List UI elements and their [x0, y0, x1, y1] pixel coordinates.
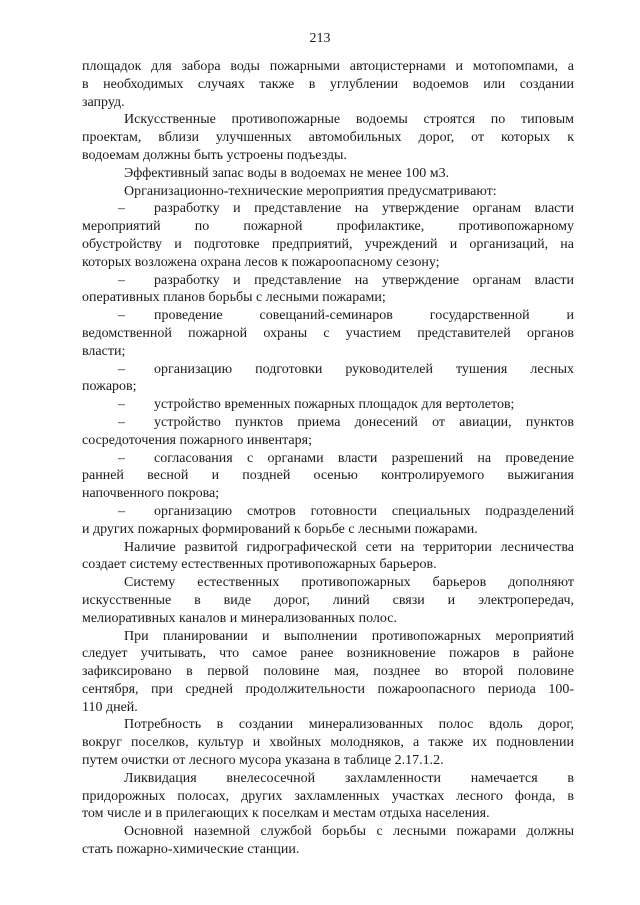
line-text: Организационно-технические мероприятия предусматривают:	[124, 183, 497, 199]
list-dash: –	[118, 272, 125, 288]
line-text: Потребность в создании минерализованных полос вдоль дорог,	[124, 717, 574, 733]
line-text: обустройству и подготовке предприятий, учреждений и организаций, на	[82, 236, 574, 252]
text-line	[82, 254, 574, 272]
text-line	[82, 805, 574, 823]
list-dash: –	[118, 361, 125, 377]
text-line	[82, 521, 574, 539]
list-item-line	[82, 272, 574, 290]
text-line	[82, 752, 574, 770]
body-text	[82, 58, 574, 859]
line-text: том числе и в прилегающих к поселкам и местам отдыха населения.	[82, 806, 490, 822]
text-line	[82, 681, 574, 699]
line-text: искусственные в виде дорог, линий связи и электропередач,	[82, 592, 574, 608]
line-text: Искусственные противопожарные водоемы строятся по типовым	[124, 112, 574, 128]
line-text: мелиоративных каналов и минерализованных полос.	[82, 610, 397, 626]
line-text: в необходимых случаях также в углублении водоемов или создании	[82, 76, 574, 92]
list-item-line	[82, 361, 574, 379]
line-text: власти;	[82, 343, 126, 359]
line-text: 110 дней.	[82, 699, 138, 715]
text-line	[82, 770, 574, 788]
list-dash: –	[118, 397, 125, 413]
line-text: Систему естественных противопожарных барьеров дополняют	[124, 575, 574, 591]
text-line	[82, 111, 574, 129]
text-line	[82, 645, 574, 663]
list-dash: –	[118, 450, 125, 466]
text-line	[82, 716, 574, 734]
text-line	[82, 378, 574, 396]
line-text: согласования с органами власти разрешений на проведение	[154, 450, 574, 466]
line-text: водоемам должны быть устроены подъезды.	[82, 147, 347, 163]
text-line	[82, 165, 574, 183]
line-text: организацию подготовки руководителей тушения лесных	[154, 361, 574, 377]
list-dash: –	[118, 201, 125, 217]
line-text: пожаров;	[82, 379, 137, 395]
line-text: сентября, при средней продолжительности пожароопасного периода 100-	[82, 681, 574, 697]
line-text: устройство временных пожарных площадок для вертолетов;	[154, 397, 515, 413]
line-text: зафиксировано в первой половине мая, позднее во второй половине	[82, 664, 574, 680]
text-line	[82, 592, 574, 610]
list-item-line	[82, 200, 574, 218]
text-line	[82, 788, 574, 806]
text-line	[82, 539, 574, 557]
line-text: проектам, вблизи улучшенных автомобильных дорог, от которых к	[82, 130, 574, 146]
text-line	[82, 94, 574, 112]
line-text: Эффективный запас воды в водоемах не менее 100 м3.	[124, 165, 450, 181]
line-text: напочвенного покрова;	[82, 486, 220, 502]
text-line	[82, 556, 574, 574]
line-text: проведение совещаний-семинаров государственной и	[154, 308, 574, 324]
line-text: придорожных полосах, других захламленных участках лесного фонда, в	[82, 788, 574, 804]
text-line	[82, 289, 574, 307]
line-text: стать пожарно-химические станции.	[82, 842, 300, 858]
line-text: мероприятий по пожарной профилактике, противопожарному	[82, 219, 574, 235]
text-line	[82, 699, 574, 717]
line-text: организацию смотров готовности специальных подразделений	[154, 503, 574, 519]
text-line	[82, 467, 574, 485]
list-dash: –	[118, 503, 125, 519]
text-line	[82, 663, 574, 681]
line-text: сосредоточения пожарного инвентаря;	[82, 432, 312, 448]
line-text: разработку и представление на утверждение органам власти	[154, 272, 574, 288]
text-line	[82, 734, 574, 752]
line-text: устройство пунктов приема донесений от авиации, пунктов	[154, 414, 574, 430]
line-text: и других пожарных формирований к борьбе с лесными пожарами.	[82, 521, 478, 537]
text-line	[82, 628, 574, 646]
list-item-line	[82, 396, 574, 414]
text-line	[82, 610, 574, 628]
text-line	[82, 58, 574, 76]
list-dash: –	[118, 308, 125, 324]
line-text: запруд.	[82, 94, 125, 110]
line-text: которых возложена охрана лесов к пожароопасному сезону;	[82, 254, 440, 270]
line-text: путем очистки от лесного мусора указана в таблице 2.17.1.2.	[82, 753, 444, 769]
text-line	[82, 236, 574, 254]
text-line	[82, 432, 574, 450]
text-line	[82, 129, 574, 147]
line-text: ранней весной и поздней осенью контролируемого выжигания	[82, 468, 574, 484]
line-text: Наличие развитой гидрографической сети на территории лесничества	[124, 539, 574, 555]
list-item-line	[82, 414, 574, 432]
list-item-line	[82, 450, 574, 468]
text-line	[82, 183, 574, 201]
line-text: вокруг поселков, культур и хвойных молодняков, а также их подновлении	[82, 735, 574, 751]
line-text: При планировании и выполнении противопожарных мероприятий	[124, 628, 574, 644]
line-text: следует учитывать, что самое ранее возникновение пожаров в районе	[82, 646, 574, 662]
text-line	[82, 343, 574, 361]
line-text: площадок для забора воды пожарными автоцистернами и мотопомпами, а	[82, 59, 574, 74]
line-text: создает систему естественных противопожарных барьеров.	[82, 557, 437, 573]
text-line	[82, 147, 574, 165]
text-line	[82, 823, 574, 841]
line-text: ведомственной пожарной охраны с участием представителей органов	[82, 325, 574, 341]
text-line	[82, 574, 574, 592]
line-text: разработку и представление на утверждение органам власти	[154, 201, 574, 217]
list-item-line	[82, 307, 574, 325]
text-line	[82, 485, 574, 503]
text-line	[82, 76, 574, 94]
line-text: Ликвидация внелесосечной захламленности намечается в	[124, 770, 574, 786]
page-number: 213	[309, 31, 331, 46]
list-dash: –	[118, 414, 125, 430]
line-text: оперативных планов борьбы с лесными пожарами;	[82, 290, 386, 306]
list-item-line	[82, 503, 574, 521]
text-line	[82, 218, 574, 236]
text-line	[82, 841, 574, 859]
line-text: Основной наземной службой борьбы с лесными пожарами должны	[124, 824, 574, 840]
text-line	[82, 325, 574, 343]
